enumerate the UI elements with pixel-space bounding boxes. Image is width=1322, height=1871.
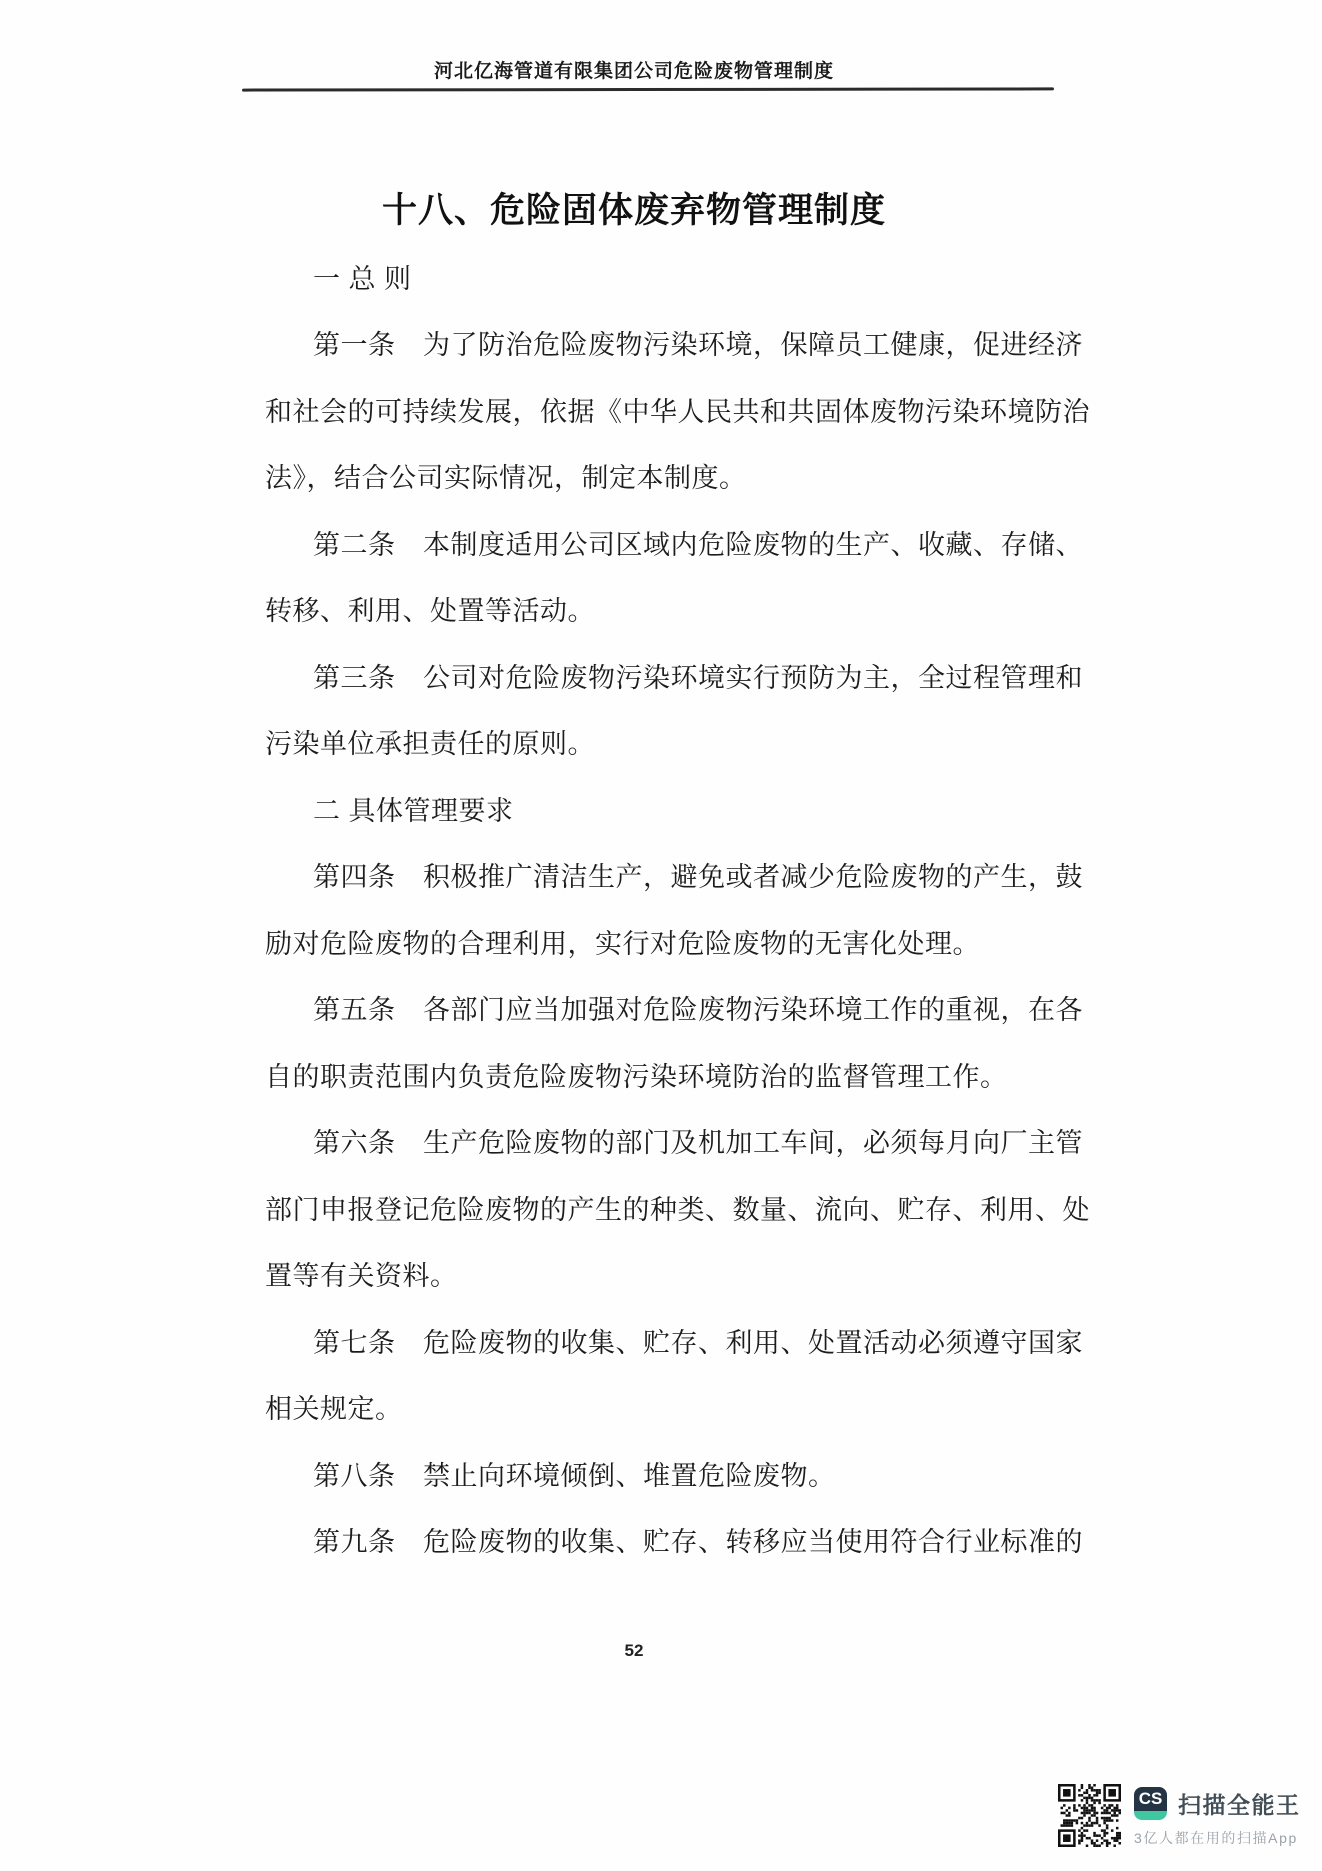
- body-line: 置等有关资料。: [265, 1261, 458, 1292]
- body-line: 第四条 积极推广清洁生产，避免或者减少危险废物的产生，鼓: [313, 862, 1083, 893]
- watermark-brand: 扫描全能王: [1178, 1792, 1301, 1818]
- body-line: 自的职责范围内负责危险废物污染环境防治的监督管理工作。: [265, 1061, 1008, 1092]
- body-line: 第六条 生产危险废物的部门及机加工车间，必须每月向厂主管: [313, 1128, 1083, 1159]
- body-line: 和社会的可持续发展，依据《中华人民共和共固体废物污染环境防治: [265, 396, 1090, 427]
- body-line: 相关规定。: [265, 1394, 403, 1425]
- body-line: 第二条 本制度适用公司区域内危险废物的生产、收藏、存储、: [313, 529, 1083, 560]
- document-body: [265, 243, 1090, 1573]
- body-line: 第九条 危险废物的收集、贮存、转移应当使用符合行业标准的: [313, 1527, 1083, 1558]
- running-header: 河北亿海管道有限集团公司危险废物管理制度: [433, 61, 834, 82]
- body-line: 励对危险废物的合理利用，实行对危险废物的无害化处理。: [265, 928, 980, 959]
- body-line: 污染单位承担责任的原则。: [265, 729, 595, 760]
- qr-code-icon: [1058, 1784, 1121, 1847]
- page-number: 52: [624, 1641, 644, 1660]
- body-line: 一 总 则: [313, 263, 412, 294]
- scanner-watermark: [1058, 1784, 1301, 1848]
- body-line: 第七条 危险废物的收集、贮存、利用、处置活动必须遵守国家: [313, 1327, 1083, 1358]
- camscanner-logo-text: CS: [1138, 1789, 1163, 1808]
- body-line: 第一条 为了防治危险废物污染环境，保障员工健康，促进经济: [313, 330, 1083, 361]
- camscanner-logo-icon: [1134, 1787, 1167, 1820]
- body-line: 二 具体管理要求: [313, 795, 514, 826]
- body-line: 第八条 禁止向环境倾倒、堆置危险废物。: [313, 1460, 836, 1491]
- header-divider: [242, 87, 1054, 91]
- body-line: 部门申报登记危险废物的产生的种类、数量、流向、贮存、利用、处: [265, 1194, 1090, 1225]
- body-line: 第五条 各部门应当加强对危险废物污染环境工作的重视，在各: [313, 995, 1083, 1026]
- body-line: 第三条 公司对危险废物污染环境实行预防为主，全过程管理和: [313, 662, 1083, 693]
- page-title: 十八、危险固体废弃物管理制度: [381, 191, 886, 230]
- body-line: 转移、利用、处置等活动。: [265, 596, 595, 627]
- body-line: 法》，结合公司实际情况，制定本制度。: [265, 463, 747, 494]
- watermark-tagline: 3亿人都在用的扫描App: [1134, 1830, 1298, 1846]
